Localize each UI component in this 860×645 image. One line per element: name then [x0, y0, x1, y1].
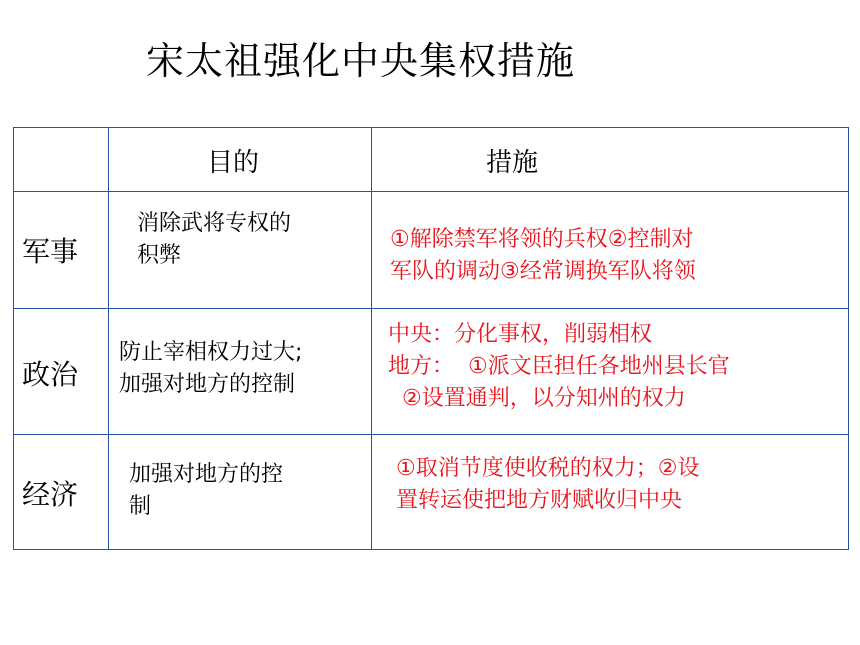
- purpose-line: 制: [129, 494, 152, 519]
- header-purpose-cell: [109, 128, 372, 192]
- measure-line: 中央：分化事权，削弱相权: [388, 322, 653, 347]
- purpose-text: [119, 337, 302, 401]
- page-title: 宋太祖强化中央集权措施: [146, 39, 576, 83]
- header-measures-cell: [372, 128, 849, 192]
- row-economy-purpose-cell: [109, 435, 372, 550]
- row-military-purpose-cell: [109, 192, 372, 309]
- row-military-measures-cell: [372, 192, 849, 309]
- row-military-label-cell: [14, 192, 109, 309]
- row-label: 政治: [22, 358, 79, 391]
- row-politics-label-cell: [14, 309, 109, 435]
- header-measures: 措施: [486, 148, 539, 178]
- purpose-line: 消除武将专权的: [137, 211, 292, 236]
- row-label: 军事: [22, 235, 79, 268]
- measure-line: 置转运使把地方财赋收归中央: [396, 488, 683, 513]
- measure-line: 军队的调动③经常调换军队将领: [390, 259, 696, 284]
- header-corner-cell: [14, 128, 109, 192]
- row-label: 经济: [22, 478, 79, 511]
- measures-text: [396, 453, 699, 517]
- measures-text: [388, 319, 730, 415]
- measure-line: ①解除禁军将领的兵权②控制对: [390, 227, 694, 252]
- purpose-line: 加强对地方的控制: [119, 372, 296, 397]
- measure-line: 地方： ①派文臣担任各地州县长官: [388, 354, 730, 379]
- purpose-line: 防止宰相权力过大;: [119, 340, 303, 365]
- measure-line: ①取消节度使收税的权力；②设: [396, 456, 700, 481]
- row-economy-measures-cell: [372, 435, 849, 550]
- row-economy-label-cell: [14, 435, 109, 550]
- purpose-line: 积弊: [137, 243, 182, 268]
- header-purpose: 目的: [207, 148, 260, 178]
- measures-text: [390, 224, 696, 288]
- row-politics-measures-cell: [372, 309, 849, 435]
- purpose-text: [137, 208, 291, 272]
- measures-table: [13, 127, 849, 550]
- measure-line: ②设置通判，以分知州的权力: [388, 386, 686, 411]
- purpose-text: [129, 459, 283, 523]
- purpose-line: 加强对地方的控: [129, 462, 284, 487]
- row-politics-purpose-cell: [109, 309, 372, 435]
